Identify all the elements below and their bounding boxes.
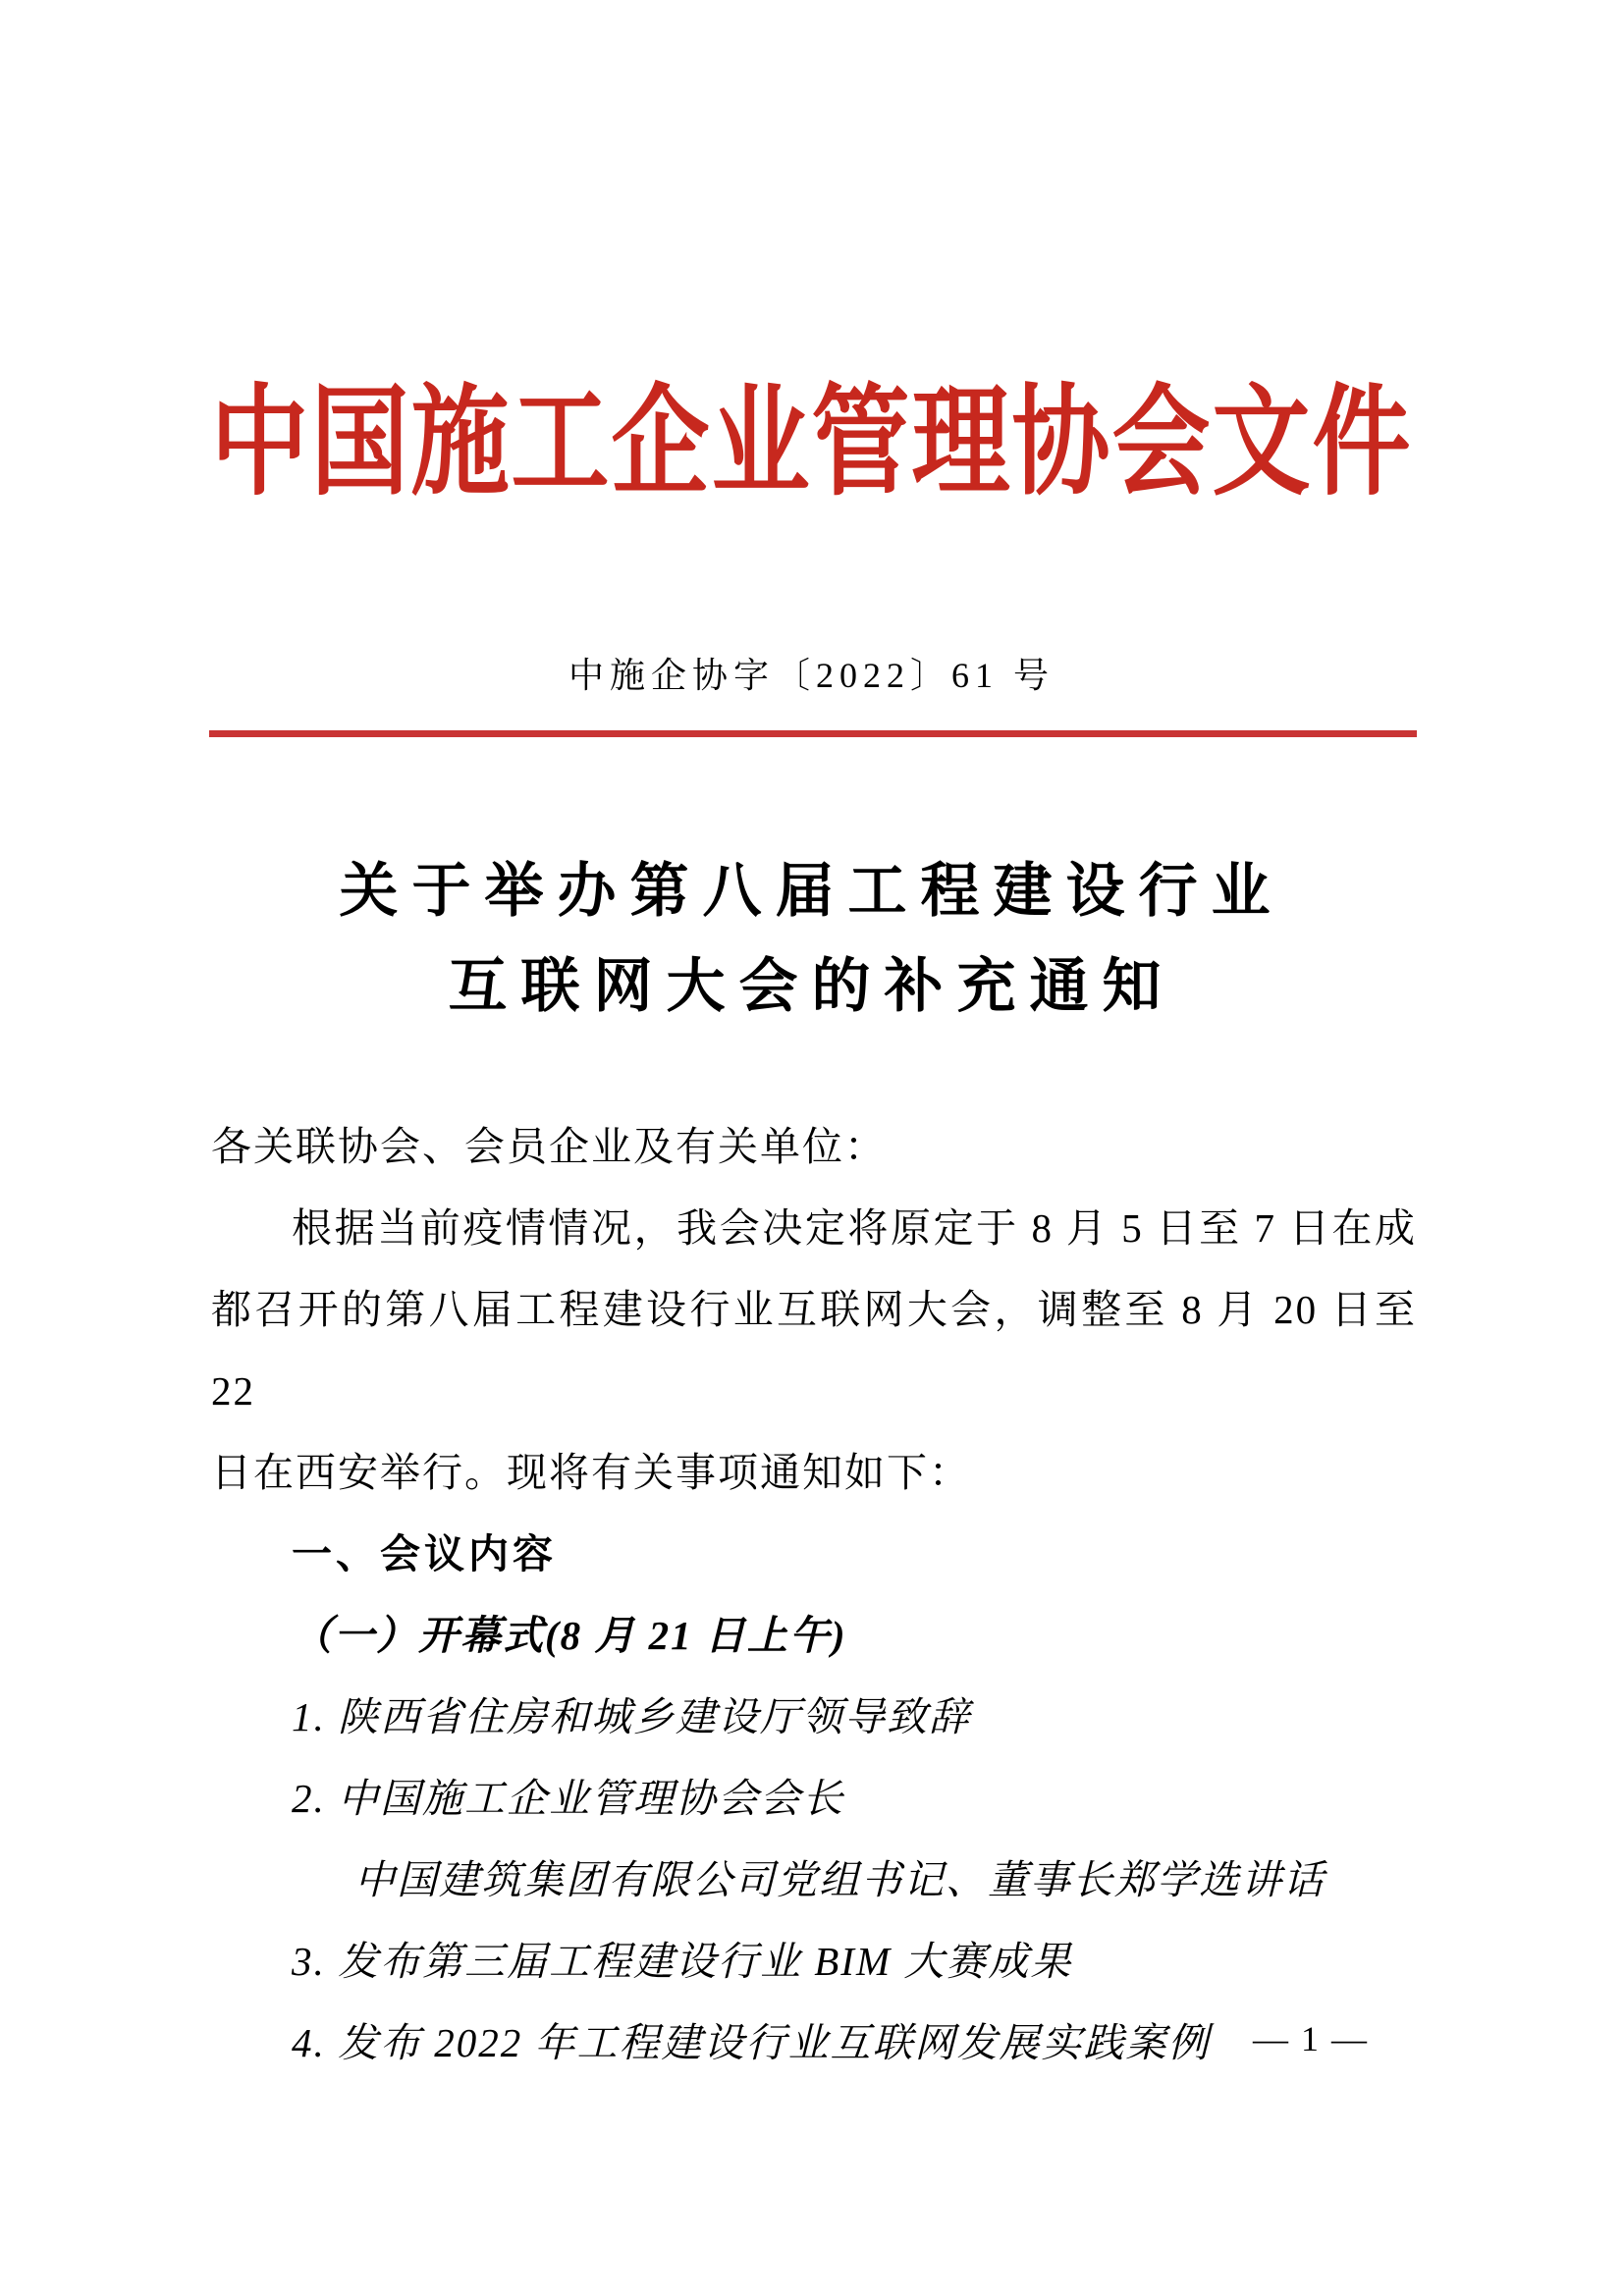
list-item-2: 2. 中国施工企业管理协会会长	[292, 1776, 844, 1821]
list-item-2-continuation: 中国建筑集团有限公司党组书记、董事长郑学选讲话	[354, 1857, 1325, 1902]
document-body	[211, 1106, 1417, 2084]
salutation-line: 各关联协会、会员企业及有关单位：	[211, 1124, 887, 1169]
page-number: — 1 —	[1253, 2019, 1369, 2058]
red-divider-line	[209, 730, 1417, 737]
subsection-heading-opening-ceremony: （一）开幕式(8 月 21 日上午)	[292, 1613, 847, 1658]
section-heading-meeting-content: 一、会议内容	[292, 1531, 557, 1576]
paragraph-line-1: 根据当前疫情情况，我会决定将原定于 8 月 5 日至 7 日在成	[292, 1205, 1417, 1251]
list-item-4: 4. 发布 2022 年工程建设行业互联网发展实践案例	[292, 2020, 1211, 2065]
paragraph-line-2: 都召开的第八届工程建设行业互联网大会，调整至 8 月 20 日至 22	[211, 1287, 1417, 1414]
masthead-title: 中国施工企业管理协会文件	[210, 376, 1413, 510]
notice-title-line1: 关于举办第八届工程建设行业	[339, 859, 1284, 924]
notice-title	[0, 844, 1623, 1035]
document-number: 中施企协字〔2022〕61 号	[568, 656, 1055, 695]
notice-title-line2: 互联网大会的补充通知	[448, 954, 1175, 1019]
list-item-3: 3. 发布第三届工程建设行业 BIM 大赛成果	[292, 1939, 1073, 1984]
list-item-1: 1. 陕西省住房和城乡建设厅领导致辞	[292, 1694, 971, 1739]
paragraph-line-3: 日在西安举行。现将有关事项通知如下：	[211, 1450, 971, 1495]
